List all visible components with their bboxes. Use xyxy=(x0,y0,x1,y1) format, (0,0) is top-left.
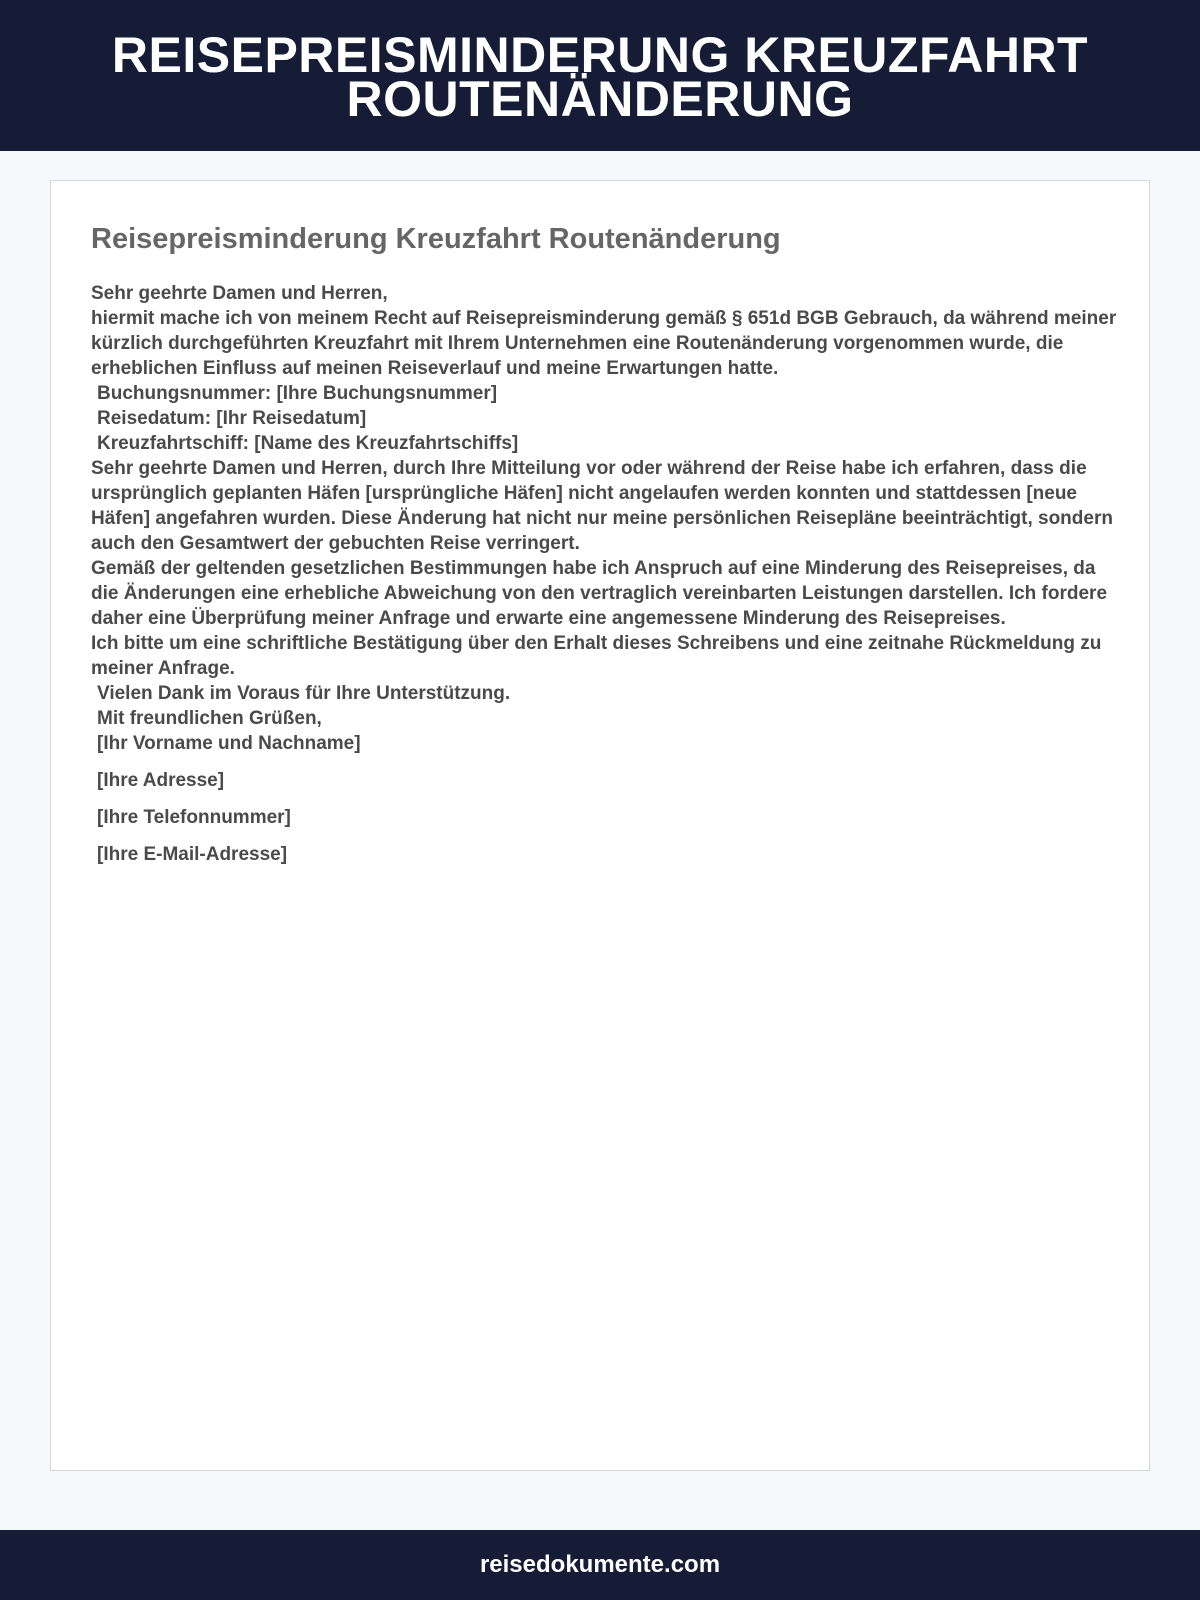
confirmation-paragraph: Ich bitte um eine schriftliche Bestätigung über den Erhalt dieses Schreibens und eine zeitnahe Rückmeldung zu meiner Anfrage. xyxy=(91,633,1102,679)
footer-site-link[interactable]: reisedokumente.com xyxy=(479,1551,721,1578)
closing-line: Mit freundlichen Grüßen, xyxy=(97,708,322,729)
change-paragraph: Sehr geehrte Damen und Herren, durch Ihre Mitteilung vor oder während der Reise habe ich erfahren, dass die ursprünglich geplanten Häfen [ursprüngliche Häfen] nicht angelaufen werden konnten und stattdessen [neue Häfen] angefahren wurden. Diese Änderung hat nicht nur meine persönlichen Reisepläne beeinträchtigt, sondern auch den Gesamtwert der gebuchten Reise verringert. xyxy=(91,458,1113,554)
cruise-ship: Kreuzfahrtschiff: [Name des Kreuzfahrtschiffs] xyxy=(97,433,519,454)
document-card xyxy=(50,180,1150,1471)
letter-body xyxy=(91,281,1121,867)
thanks-line: Vielen Dank im Voraus für Ihre Unterstützung. xyxy=(97,683,511,704)
salutation: Sehr geehrte Damen und Herren, xyxy=(91,283,388,304)
sender-email: [Ihre E-Mail-Adresse] xyxy=(97,844,288,865)
claim-paragraph: Gemäß der geltenden gesetzlichen Bestimmungen habe ich Anspruch auf eine Minderung des Reisepreises, da die Änderungen eine erhebliche Abweichung von den vertraglich vereinbarten Leistungen darstellen. Ich fordere daher eine Überprüfung meiner Anfrage und erwarte eine angemessene Minderung des Reisepreises. xyxy=(91,558,1108,629)
intro-paragraph: hiermit mache ich von meinem Recht auf Reisepreisminderung gemäß § 651d BGB Gebrauch, da während meiner kürzlich durchgeführten Kreuzfahrt mit Ihrem Unternehmen eine Routenänderung vorgenommen wurde, die erheblichen Einfluss auf meinen Reiseverlauf und meine Erwartungen hatte. xyxy=(91,308,1117,379)
document-title: Reisepreisminderung Kreuzfahrt Routenänderung xyxy=(91,223,781,255)
page-footer xyxy=(0,1530,1200,1600)
sender-phone: [Ihre Telefonnummer] xyxy=(97,807,291,828)
page-header xyxy=(0,0,1200,151)
travel-date: Reisedatum: [Ihr Reisedatum] xyxy=(97,408,367,429)
sender-name: [Ihr Vorname und Nachname] xyxy=(97,733,361,754)
booking-number: Buchungsnummer: [Ihre Buchungsnummer] xyxy=(97,383,498,404)
page-title: REISEPREISMINDERUNG KREUZFAHRT ROUTENÄNDERUNG xyxy=(111,26,1089,127)
sender-address: [Ihre Adresse] xyxy=(97,770,225,791)
